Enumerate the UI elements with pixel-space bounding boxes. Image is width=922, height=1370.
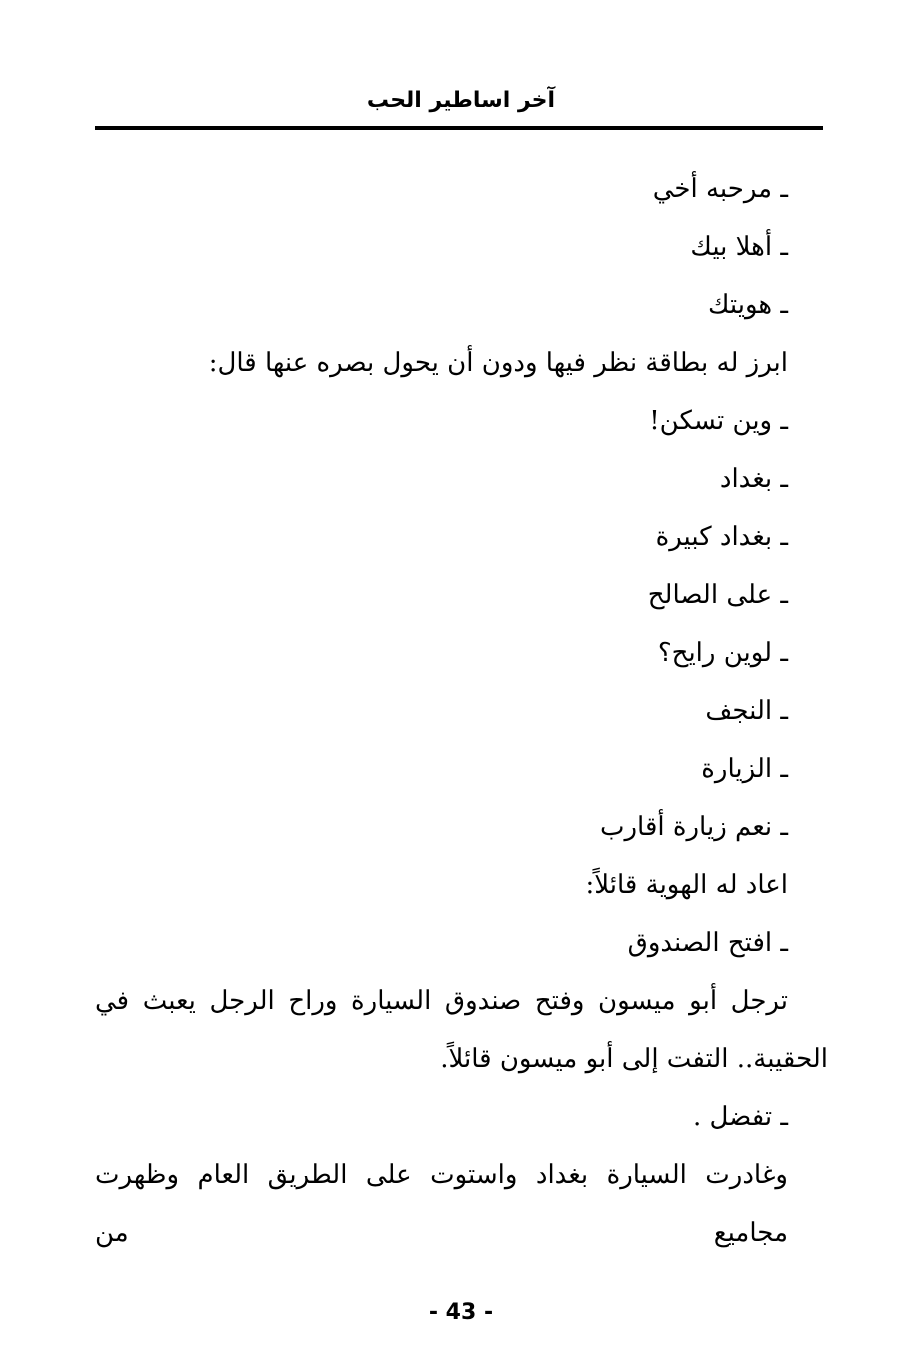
dialogue-line: ـ افتح الصندوق bbox=[627, 928, 788, 958]
dialogue-line: ـ هويتك bbox=[707, 290, 788, 320]
dialogue-line: ـ أهلا بيك bbox=[690, 232, 788, 262]
page-body bbox=[95, 160, 828, 1248]
narration-line: ترجل أبو ميسون وفتح صندوق السيارة وراح الرجل يعبث في bbox=[95, 986, 788, 1016]
dialogue-line: ـ بغداد bbox=[719, 464, 788, 494]
dialogue-line: ـ بغداد كبيرة bbox=[655, 522, 788, 552]
dialogue-line: ـ مرحبه أخي bbox=[652, 174, 788, 204]
dialogue-line: ـ الزيارة bbox=[701, 754, 788, 784]
dialogue-line: ـ نعم زيارة أقارب bbox=[600, 812, 788, 842]
narration-line: اعاد له الهوية قائلاً: bbox=[585, 870, 788, 900]
dialogue-line: ـ وين تسكن! bbox=[649, 406, 788, 436]
page-number: - 43 - bbox=[428, 1300, 494, 1325]
header-rule bbox=[95, 126, 823, 130]
running-header-title: آخر اساطير الحب bbox=[366, 88, 556, 113]
narration-line: ابرز له بطاقة نظر فيها ودون أن يحول بصره عنها قال: bbox=[208, 348, 788, 378]
dialogue-line: ـ لوين رايح؟ bbox=[657, 638, 788, 668]
narration-line: الحقيبة.. التفت إلى أبو ميسون قائلاً. bbox=[440, 1044, 828, 1074]
dialogue-line: ـ تفضل . bbox=[692, 1102, 788, 1132]
narration-line: وغادرت السيارة بغداد واستوت على الطريق العام وظهرت مجاميع من bbox=[95, 1160, 788, 1248]
dialogue-line: ـ على الصالح bbox=[647, 580, 788, 610]
dialogue-line: ـ النجف bbox=[705, 696, 788, 726]
